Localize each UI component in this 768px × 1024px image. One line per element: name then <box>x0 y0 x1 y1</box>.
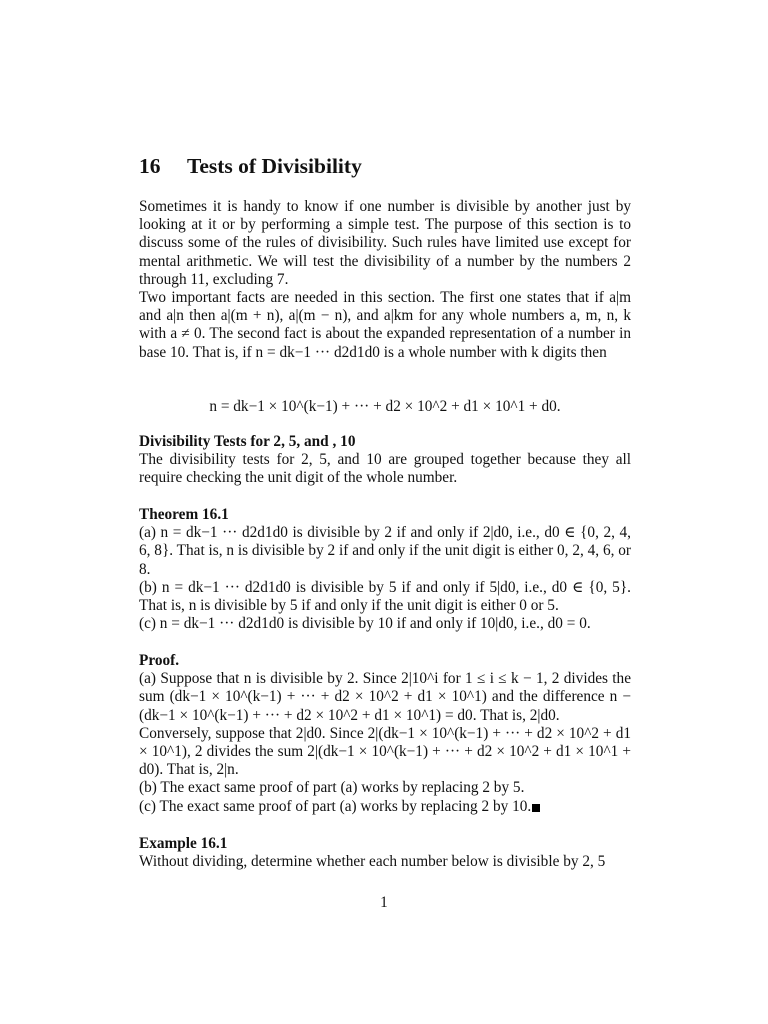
proof-part-c: (c) The exact same proof of part (a) works by replacing 2 by 10. <box>139 797 532 815</box>
proof-part-b: (b) The exact same proof of part (a) works by replacing 2 by 5. <box>139 779 525 797</box>
subsection-divisibility-2-5-10 <box>139 433 631 488</box>
page-number: 1 <box>380 894 388 911</box>
proof-block <box>139 652 631 816</box>
intro-text: Sometimes it is handy to know if one number is divisible by another just by looking at it or by performing a simple test. The purpose of this section is to discuss some of the rules of divisibility. Such rules have limited use except for mental arithmetic. We will test the divisibility of a number by the numbers 2 through 11, excluding 7. <box>139 198 631 288</box>
example-16-1 <box>139 835 631 871</box>
intro-paragraph <box>139 198 631 289</box>
expansion-formula <box>139 398 631 416</box>
section-title-text: Tests of Divisibility <box>187 154 362 178</box>
facts-text: Two important facts are needed in this section. The first one states that if a|m and a|n then a|(m + n), a|(m − n), and a|km for any whole numbers a, m, n, k with a ≠ 0. The second fact is about the expanded representation of a number in base 10. That is, if n = dk−1 ··· d2d1d0 is a whole number with k digits then <box>139 289 631 361</box>
section-title <box>139 154 362 178</box>
example-text: Without dividing, determine whether each number below is divisible by 2, 5 <box>139 853 606 871</box>
proof-part-c-line <box>139 798 631 816</box>
subsection-heading: Divisibility Tests for 2, 5, and , 10 <box>139 433 356 450</box>
proof-heading: Proof. <box>139 652 180 669</box>
theorem-part-c: (c) n = dk−1 ··· d2d1d0 is divisible by 10 if and only if 10|d0, i.e., d0 = 0. <box>139 615 591 633</box>
expansion-formula-text: n = dk−1 × 10^(k−1) + ··· + d2 × 10^2 + d1 × 10^1 + d0. <box>209 398 561 415</box>
section-number: 16 <box>139 154 161 178</box>
proof-converse: Conversely, suppose that 2|d0. Since 2|(dk−1 × 10^(k−1) + ··· + d2 × 10^2 + d1 × 10^1), 2 divides the sum 2|(dk−1 × 10^(k−1) + ··· + d2 × 10^2 + d1 × 10^1 + d0). That is, 2|n. <box>139 724 631 779</box>
theorem-part-b: (b) n = dk−1 ··· d2d1d0 is divisible by 5 if and only if 5|d0, i.e., d0 ∈ {0, 5}. That is, n is divisible by 5 if and only if the unit digit is either 0 or 5. <box>139 578 631 615</box>
theorem-16-1 <box>139 506 631 633</box>
theorem-part-a: (a) n = dk−1 ··· d2d1d0 is divisible by 2 if and only if 2|d0, i.e., d0 ∈ {0, 2, 4, 6, 8}. That is, n is divisible by 2 if and only if the unit digit is either 0, 2, 4, 6, or 8. <box>139 524 631 578</box>
proof-part-a: (a) Suppose that n is divisible by 2. Since 2|10^i for 1 ≤ i ≤ k − 1, 2 divides the sum (dk−1 × 10^(k−1) + ··· + d2 × 10^2 + d1 × 10^1) and the difference n − (dk−1 × 10^(k−1) + ··· + d2 × 10^2 + d1 × 10^1) = d0. That is, 2|d0. <box>139 670 631 724</box>
facts-paragraph <box>139 289 631 362</box>
theorem-heading: Theorem 16.1 <box>139 506 229 523</box>
example-heading: Example 16.1 <box>139 835 228 852</box>
qed-square-icon <box>532 804 540 812</box>
subsection-text: The divisibility tests for 2, 5, and 10 are grouped together because they all require checking the unit digit of the whole number. <box>139 451 631 487</box>
